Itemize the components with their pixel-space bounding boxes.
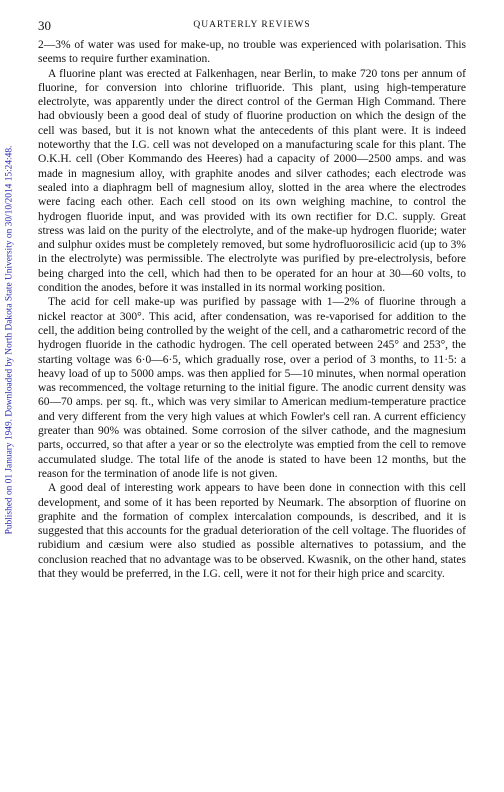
- download-watermark-text: Published on 01 January 1949. Downloaded by North Dakota State University on 30/10/2014 15:24:48.: [4, 145, 15, 535]
- article-body: [38, 38, 466, 581]
- paragraph: A good deal of interesting work appears to have been done in connection with this cell development, and some of it has been reported by Neumark. The absorption of fluorine on graphite and the formation of complex intercalation compounds, is described, and it is suggested that this accounts for the gradual deterioration of the cell voltage. The fluorides of rubidium and cæsium were also studied as possible alternatives to potassium, and the conclusion reached that no advantage was to be observed. Kwasnik, on the other hand, states that they would be preferred, in the I.G. cell, were it not for their high price and scarcity.: [38, 482, 466, 580]
- download-watermark: [2, 40, 16, 640]
- page-header: [38, 18, 466, 38]
- paragraph: A fluorine plant was erected at Falkenhagen, near Berlin, to make 720 tons per annum of fluorine, for conversion into chlorine trifluoride. This plant, using high-temperature electrolyte, was apparently under the direct control of the German High Command. There had obviously been a good deal of study of fluorine production on which the design of the cell was based, but it is not known what the antecedents of this plant were. It is indeed noteworthy that the I.G. cell was not developed on a manufacturing scale for this plant. The O.K.H. cell (Ober Kommando des Heeres) had a capacity of 2000—2500 amps. and was made in magnesium alloy, with graphite anodes and silver cathodes; each electrode was sealed into a diaphragm bell of magnesium alloy, slotted in the area where the electrodes were facing each other. Each cell stood on its own weighing machine, to control the hydrogen fluoride input, and was provided with its own rectifier for D.C. supply. Great stress was laid on the purity of the electrolyte, and of the make-up hydrogen fluoride; water and sulphur oxides must be completely removed, but some hydrofluorosilicic acid (up to 3% in the electrolyte) was permissible. The electrolyte was purified by pre-electrolysis, before being charged into the cell, which had then to be operated for an hour at 30—60 volts, to condition the anodes, before it was installed in its normal working position.: [38, 67, 466, 295]
- paragraph: The acid for cell make-up was purified by passage with 1—2% of fluorine through a nickel reactor at 300°. This acid, after condensation, was re-vaporised for addition to the cell, the addition being controlled by the weight of the cell, and a catharometric record of the hydrogen fluoride in the cathodic hydrogen. The cell operated between 245° and 253°, the starting voltage was 6·0—6·5, which gradually rose, over a period of 3 months, to 11·5: a heavy load of up to 5000 amps. was then applied for 5—10 minutes, when normal operation was recommenced, the voltage returning to the initial figure. The anodic current density was 60—70 amps. per sq. ft., which was very similar to American medium-temperature practice and very different from the very high values at which Fowler's cell ran. A current efficiency greater than 90% was obtained. Some corrosion of the silver cathode, and the magnesium parts, occurred, so that after a year or so the electrolyte was emptied from the cell to remove accumulated sludge. The total life of the anode is stated to have been 12 months, but the reason for the termination of anode life is not given.: [38, 296, 466, 480]
- running-head: QUARTERLY REVIEWS: [193, 20, 311, 30]
- page-number: 30: [38, 18, 51, 33]
- paragraph: 2—3% of water was used for make-up, no trouble was experienced with polarisation. This seems to require further examination.: [38, 39, 466, 66]
- page: [38, 18, 466, 581]
